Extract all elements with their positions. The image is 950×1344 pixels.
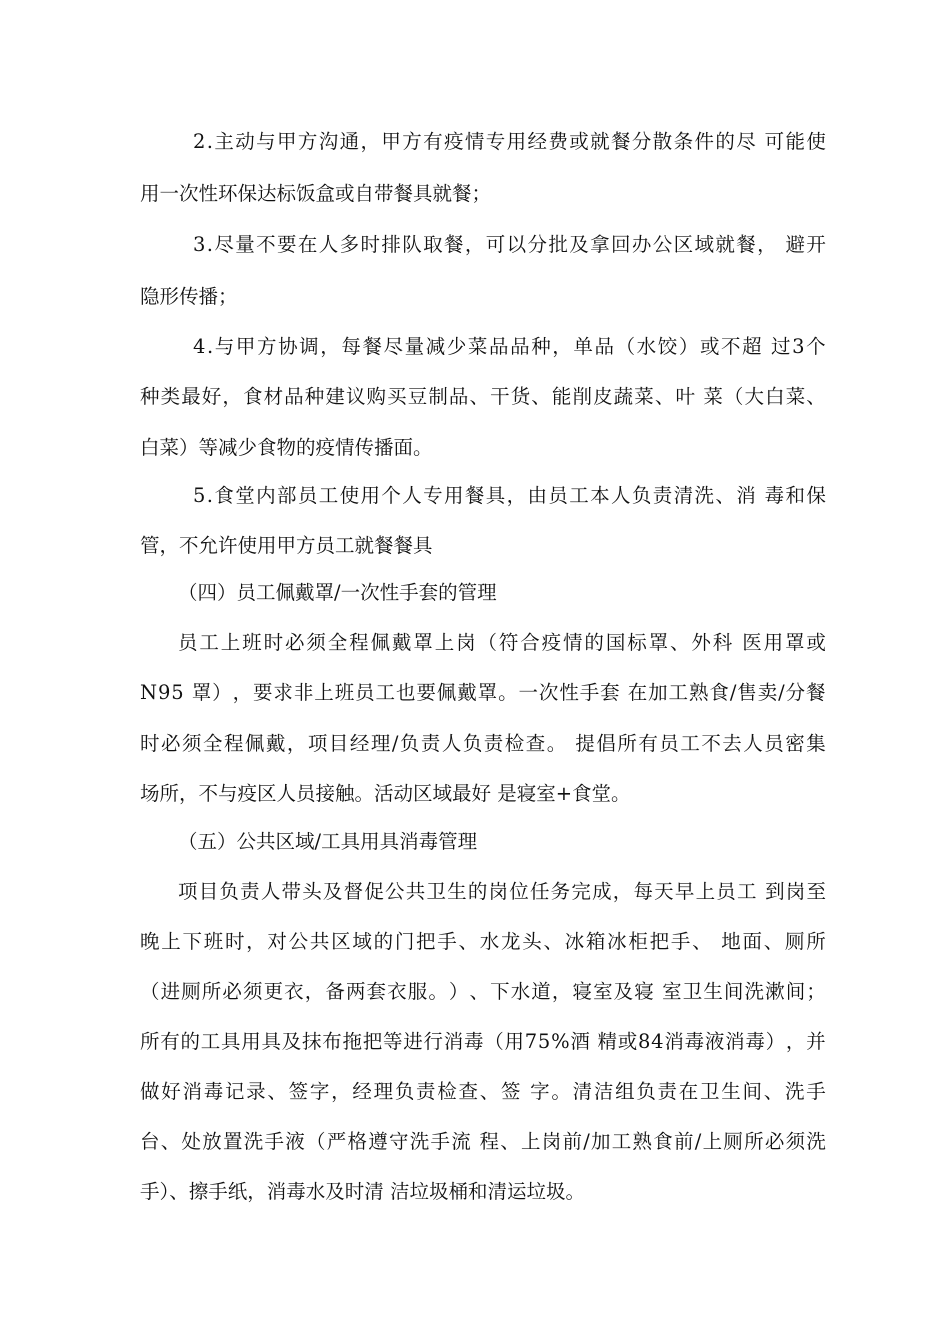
text-line: N 9 5 罩 ） ， 要 求 非 上 班 员 工 也 要 佩 戴 罩 。 一 次 性 手 套 在 加 工 熟 食 / 售 卖 / 分 餐: [140, 681, 826, 704]
text-line: 5 . 食 堂 内 部 员 工 使 用 个 人 专 用 餐 具 ， 由 员 工 本 人 负 责 清 洗 、 消 毒 和 保: [193, 484, 826, 507]
text-line: 手）、擦手纸，消毒水及时清 洁垃圾桶和清运垃圾。: [140, 1180, 585, 1203]
text-line: 用一次性环保达标饭盒或自带餐具就餐；: [140, 182, 492, 205]
text-line: 种 类 最 好 ， 食 材 品 种 建 议 购 买 豆 制 品 、 干 货 、 能 削 皮 蔬 菜 、 叶 菜 （ 大 白 菜 、: [140, 385, 826, 408]
text-line: 场所，不与疫区人员接触。活动区域最好 是寝室+食堂。: [140, 782, 631, 805]
text-line: 4 . 与 甲 方 协 调 ， 每 餐 尽 量 减 少 菜 品 品 种 ， 单 品 （ 水 饺 ） 或 不 超 过 3 个: [193, 335, 826, 358]
text-line: （ 进 厕 所 必 须 更 衣 ， 备 两 套 衣 服 。 ） 、 下 水 道 ， 寝 室 及 寝 室 卫 生 间 洗 漱 间 ；: [140, 980, 826, 1003]
text-line: 员 工 上 班 时 必 须 全 程 佩 戴 罩 上 岗 （ 符 合 疫 情 的 国 标 罩 、 外 科 医 用 罩 或: [178, 631, 826, 654]
text-line: 2 . 主 动 与 甲 方 沟 通 ， 甲 方 有 疫 情 专 用 经 费 或 就 餐 分 散 条 件 的 尽 可 能 使: [193, 130, 826, 153]
text-line: 台 、 处 放 置 洗 手 液 （ 严 格 遵 守 洗 手 流 程 、 上 岗 前 / 加 工 熟 食 前 / 上 厕 所 必 须 洗: [140, 1130, 826, 1153]
section-heading: （五）公共区域/工具用具消毒管理: [178, 830, 478, 853]
text-line: 晚 上 下 班 时 ， 对 公 共 区 域 的 门 把 手 、 水 龙 头 、 冰 箱 冰 柜 把 手 、 地 面 、 厕 所: [140, 930, 826, 953]
text-line: 管，不允许使用甲方员工就餐餐具: [140, 534, 433, 557]
section-heading: （四）员工佩戴罩/一次性手套的管理: [178, 581, 497, 604]
text-line: 项 目 负 责 人 带 头 及 督 促 公 共 卫 生 的 岗 位 任 务 完 成 ， 每 天 早 上 员 工 到 岗 至: [178, 880, 826, 903]
text-line: 所 有 的 工 具 用 具 及 抹 布 拖 把 等 进 行 消 毒 （ 用 7 5 % 酒 精 或 8 4 消 毒 液 消 毒 ） ， 并: [140, 1030, 826, 1053]
text-line: 做 好 消 毒 记 录 、 签 字 ， 经 理 负 责 检 查 、 签 字 。 清 洁 组 负 责 在 卫 生 间 、 洗 手: [140, 1080, 826, 1103]
text-line: 白菜）等减少食物的疫情传播面。: [140, 436, 433, 459]
text-line: 3 . 尽 量 不 要 在 人 多 时 排 队 取 餐 ， 可 以 分 批 及 拿 回 办 公 区 域 就 餐 ， 避 开: [193, 233, 826, 256]
text-line: 隐形传播；: [140, 285, 238, 308]
text-line: 时 必 须 全 程 佩 戴 ， 项 目 经 理 / 负 责 人 负 责 检 查 。 提 倡 所 有 员 工 不 去 人 员 密 集: [140, 732, 826, 755]
